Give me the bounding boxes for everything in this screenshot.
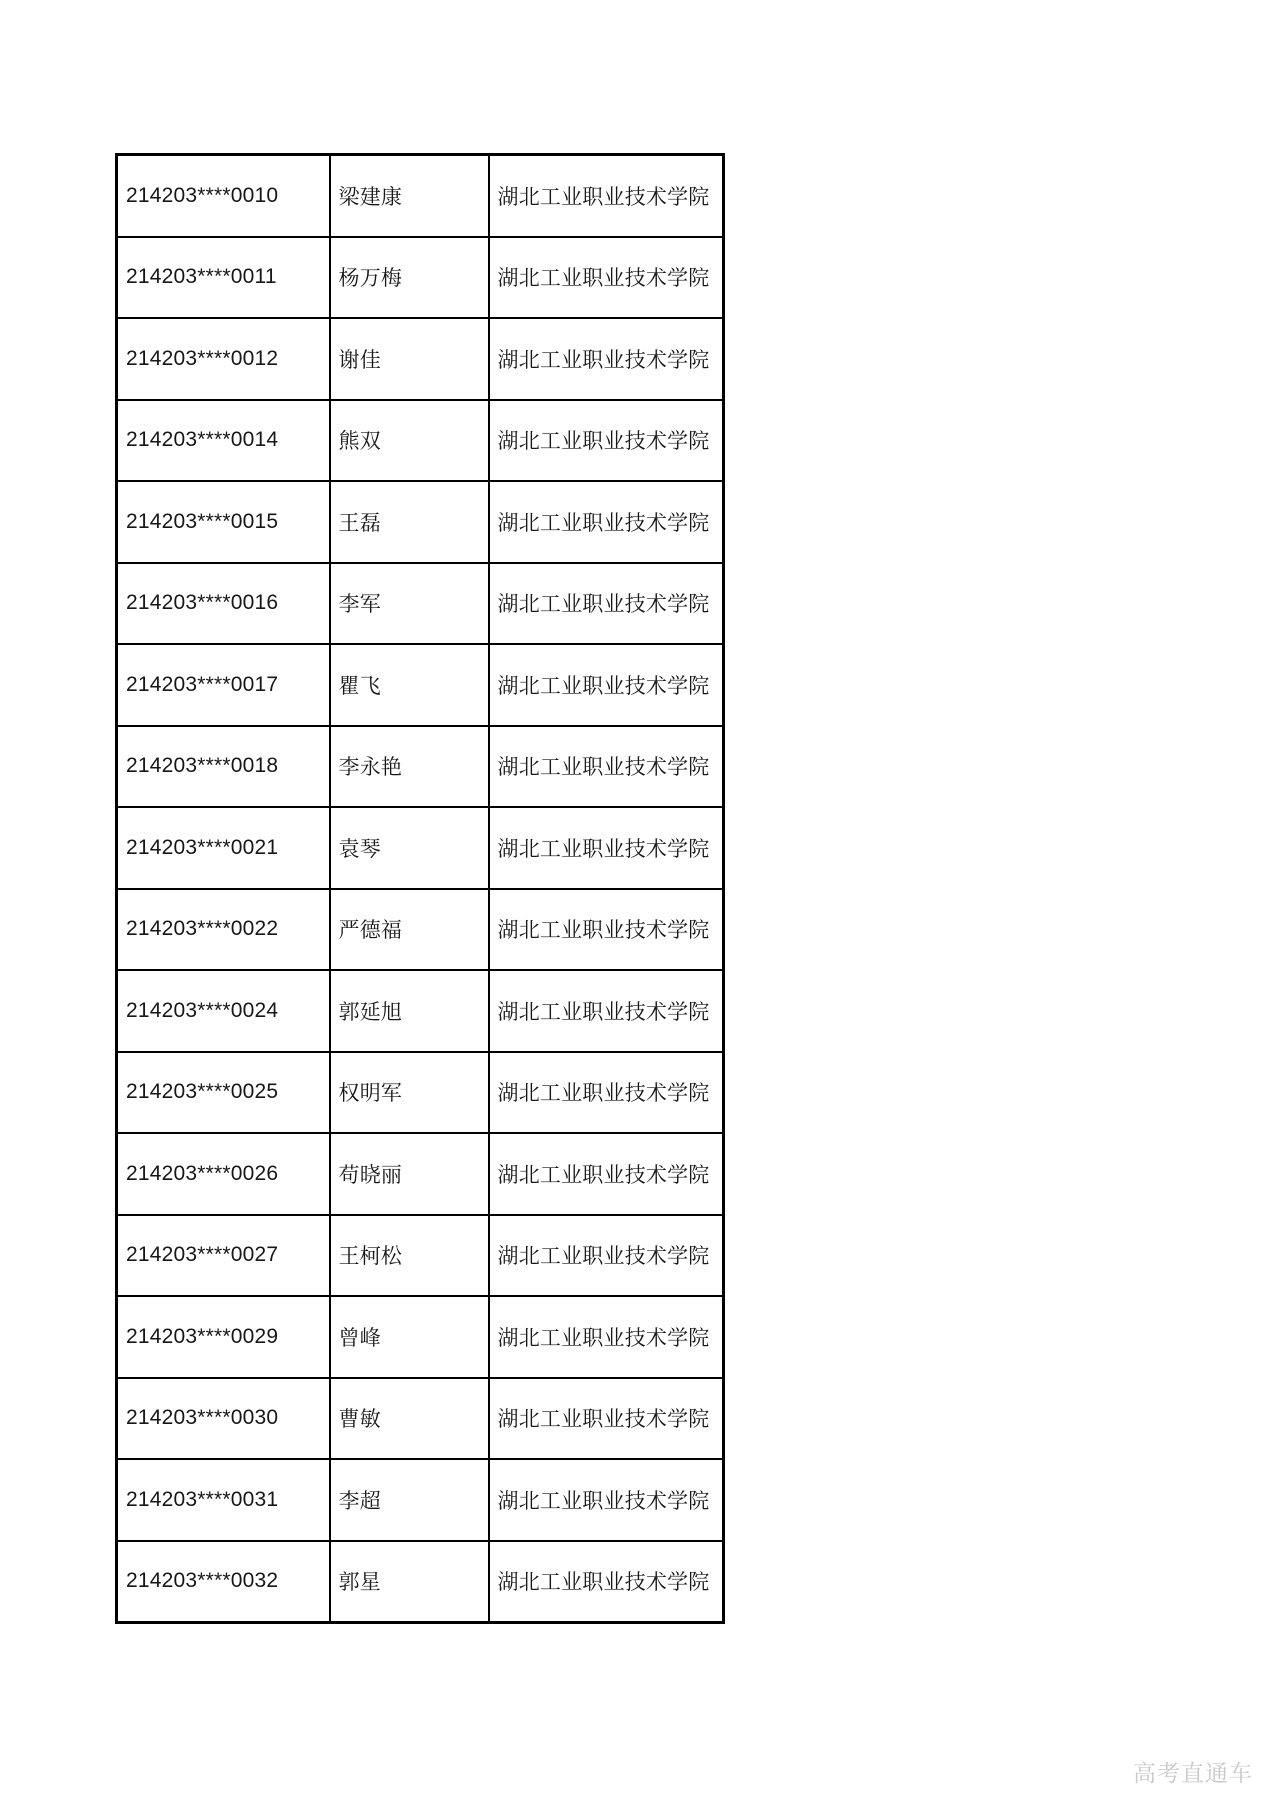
school-cell: 湖北工业职业技术学院 xyxy=(489,1052,724,1134)
candidate-name-cell: 李永艳 xyxy=(330,726,489,808)
table-row xyxy=(117,1215,724,1297)
candidate-id-cell: 214203****0027 xyxy=(117,1215,330,1297)
admission-list-table xyxy=(115,153,725,1624)
school-cell: 湖北工业职业技术学院 xyxy=(489,400,724,482)
candidate-id-cell: 214203****0022 xyxy=(117,889,330,971)
candidate-id-cell: 214203****0010 xyxy=(117,155,330,237)
candidate-name-cell: 王柯松 xyxy=(330,1215,489,1297)
student-table-body xyxy=(117,155,724,1623)
candidate-name-cell: 熊双 xyxy=(330,400,489,482)
table-row xyxy=(117,889,724,971)
candidate-id-cell: 214203****0014 xyxy=(117,400,330,482)
table-row xyxy=(117,1133,724,1215)
table-row xyxy=(117,237,724,319)
table-row xyxy=(117,726,724,808)
school-cell: 湖北工业职业技术学院 xyxy=(489,889,724,971)
table-row xyxy=(117,1378,724,1460)
candidate-name-cell: 曹敏 xyxy=(330,1378,489,1460)
candidate-id-cell: 214203****0021 xyxy=(117,807,330,889)
candidate-id-cell: 214203****0017 xyxy=(117,644,330,726)
candidate-name-cell: 严德福 xyxy=(330,889,489,971)
candidate-name-cell: 李军 xyxy=(330,563,489,645)
candidate-name-cell: 杨万梅 xyxy=(330,237,489,319)
school-cell: 湖北工业职业技术学院 xyxy=(489,563,724,645)
table-row xyxy=(117,644,724,726)
school-cell: 湖北工业职业技术学院 xyxy=(489,644,724,726)
school-cell: 湖北工业职业技术学院 xyxy=(489,481,724,563)
table-row xyxy=(117,1541,724,1623)
candidate-name-cell: 梁建康 xyxy=(330,155,489,237)
table-row xyxy=(117,400,724,482)
school-cell: 湖北工业职业技术学院 xyxy=(489,726,724,808)
candidate-name-cell: 瞿飞 xyxy=(330,644,489,726)
school-cell: 湖北工业职业技术学院 xyxy=(489,1133,724,1215)
table-row xyxy=(117,318,724,400)
school-cell: 湖北工业职业技术学院 xyxy=(489,1459,724,1541)
school-cell: 湖北工业职业技术学院 xyxy=(489,318,724,400)
candidate-name-cell: 苟晓丽 xyxy=(330,1133,489,1215)
candidate-name-cell: 权明军 xyxy=(330,1052,489,1134)
candidate-id-cell: 214203****0032 xyxy=(117,1541,330,1623)
candidate-id-cell: 214203****0029 xyxy=(117,1296,330,1378)
school-cell: 湖北工业职业技术学院 xyxy=(489,1541,724,1623)
candidate-id-cell: 214203****0025 xyxy=(117,1052,330,1134)
school-cell: 湖北工业职业技术学院 xyxy=(489,1215,724,1297)
table-row xyxy=(117,563,724,645)
candidate-id-cell: 214203****0016 xyxy=(117,563,330,645)
table-row xyxy=(117,807,724,889)
candidate-id-cell: 214203****0030 xyxy=(117,1378,330,1460)
table-row xyxy=(117,1052,724,1134)
candidate-name-cell: 李超 xyxy=(330,1459,489,1541)
table-row xyxy=(117,1296,724,1378)
candidate-id-cell: 214203****0026 xyxy=(117,1133,330,1215)
school-cell: 湖北工业职业技术学院 xyxy=(489,155,724,237)
candidate-id-cell: 214203****0015 xyxy=(117,481,330,563)
candidate-name-cell: 谢佳 xyxy=(330,318,489,400)
candidate-id-cell: 214203****0031 xyxy=(117,1459,330,1541)
candidate-name-cell: 王磊 xyxy=(330,481,489,563)
school-cell: 湖北工业职业技术学院 xyxy=(489,807,724,889)
candidate-id-cell: 214203****0012 xyxy=(117,318,330,400)
school-cell: 湖北工业职业技术学院 xyxy=(489,1296,724,1378)
table-row xyxy=(117,155,724,237)
table-row xyxy=(117,970,724,1052)
school-cell: 湖北工业职业技术学院 xyxy=(489,1378,724,1460)
candidate-id-cell: 214203****0011 xyxy=(117,237,330,319)
candidate-id-cell: 214203****0018 xyxy=(117,726,330,808)
table-row xyxy=(117,481,724,563)
candidate-name-cell: 曾峰 xyxy=(330,1296,489,1378)
candidate-name-cell: 袁琴 xyxy=(330,807,489,889)
school-cell: 湖北工业职业技术学院 xyxy=(489,970,724,1052)
school-cell: 湖北工业职业技术学院 xyxy=(489,237,724,319)
table-row xyxy=(117,1459,724,1541)
watermark-text: 高考直通车 xyxy=(1133,1760,1253,1786)
candidate-name-cell: 郭星 xyxy=(330,1541,489,1623)
candidate-name-cell: 郭延旭 xyxy=(330,970,489,1052)
candidate-id-cell: 214203****0024 xyxy=(117,970,330,1052)
